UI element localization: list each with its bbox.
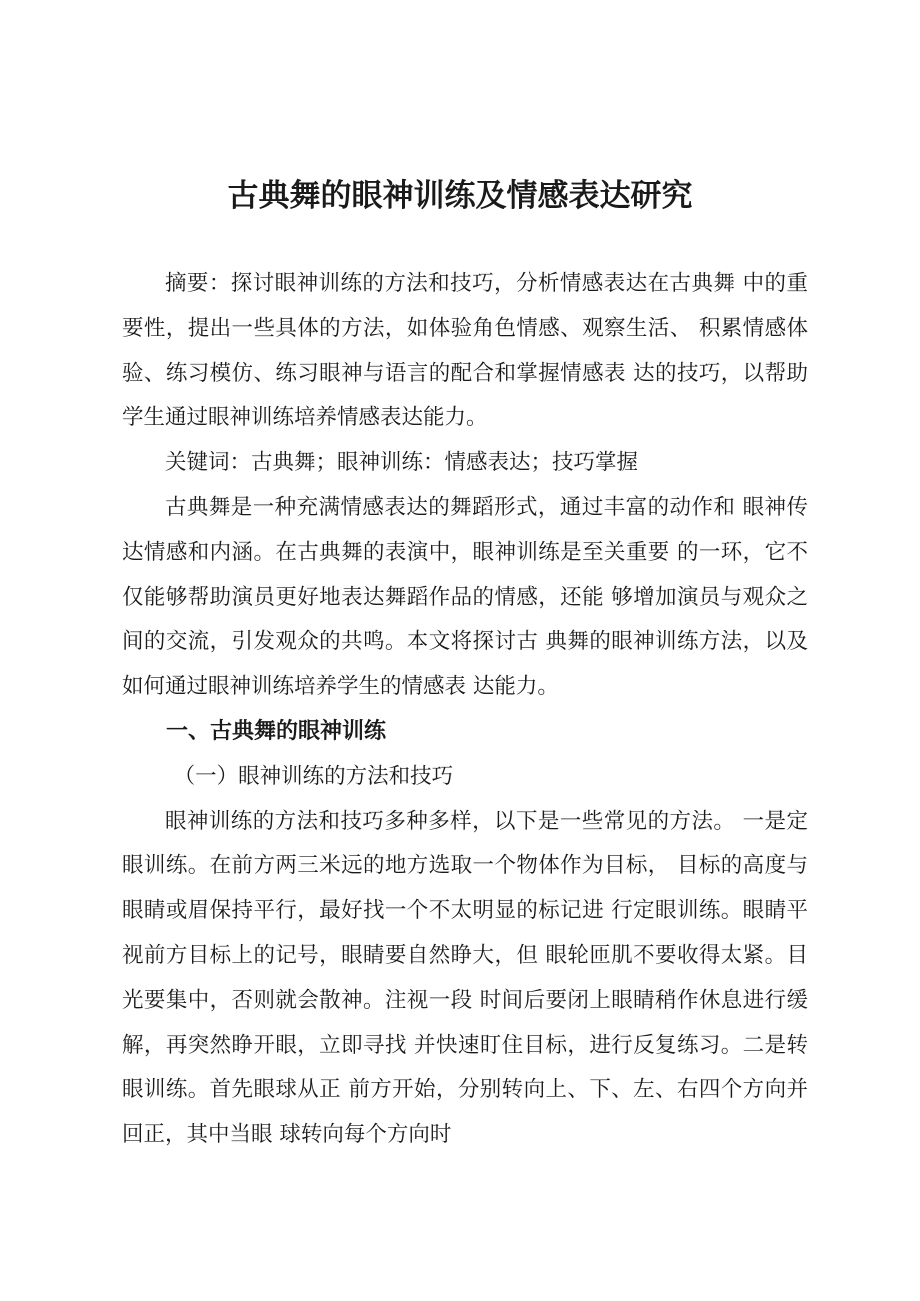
section-heading: 一、古典舞的眼神训练 [166, 718, 387, 744]
subsection-heading: （一）眼神训练的方法和技巧 [173, 763, 454, 789]
body-paragraph: 眼神训练的方法和技巧多种多样，以下是一些常见的方法。 一是定眼训练。在前方两三米远的地方选取一个物体作为目标， 目标的高度与眼睛或眉保持平行，最好找一个不太明显的标记进 行定眼训练。眼睛平视前方目标上的记号，眼睛要自然睁大，但 眼轮匝肌不要收得太紧。目光要集中，否则就会散神。注视一段 时间后要闭上眼睛稍作休息进行缓解，再突然睁开眼，立即寻找 并快速盯住目标，进行反复练习。二是转眼训练。首先眼球从正 前方开始，分别转向上、下、左、右四个方向并回正，其中当眼 球转向每个方向时 [122, 808, 808, 1148]
document-body [122, 262, 808, 1158]
keywords-paragraph: 关键词：古典舞；眼神训练：情感表达；技巧掌握 [165, 450, 639, 476]
document-title: 古典舞的眼神训练及情感表达研究 [227, 178, 693, 214]
abstract-paragraph: 摘要：探讨眼神训练的方法和技巧，分析情感表达在古典舞 中的重要性，提出一些具体的方法，如体验角色情感、观察生活、 积累情感体验、练习模仿、练习眼神与语言的配合和掌握情感表 达的技巧，以帮助学生通过眼神训练培养情感表达能力。 [122, 271, 808, 431]
intro-paragraph: 古典舞是一种充满情感表达的舞蹈形式，通过丰富的动作和 眼神传达情感和内涵。在古典舞的表演中，眼神训练是至关重要 的一环，它不仅能够帮助演员更好地表达舞蹈作品的情感，还能 够增加演员与观众之间的交流，引发观众的共鸣。本文将探讨古 典舞的眼神训练方法，以及如何通过眼神训练培养学生的情感表 达能力。 [122, 494, 808, 700]
